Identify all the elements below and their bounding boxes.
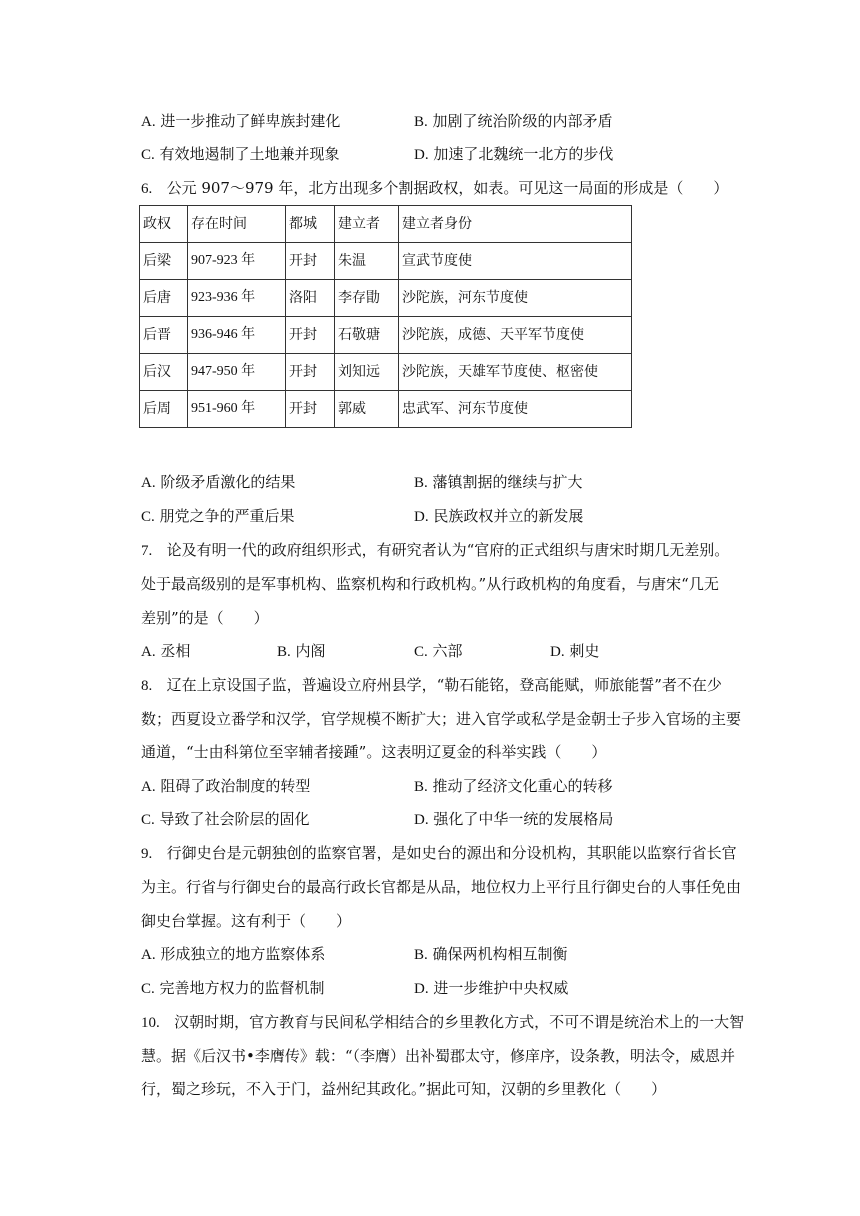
table-row	[140, 354, 632, 391]
q10-stem-line-3: 行，蜀之珍玩，不入于门，益州纪其政化。”据此可知，汉朝的乡里教化（ ）	[141, 1080, 667, 1098]
table-cell: 936-946 年	[188, 317, 286, 354]
table-cell: 后梁	[140, 243, 188, 280]
q9-option-c[interactable]: C. 完善地方权力的监督机制	[141, 979, 325, 997]
table-header-cell: 政权	[140, 206, 188, 243]
q6-option-a[interactable]: A. 阶级矛盾激化的结果	[141, 473, 296, 491]
table-cell: 郭威	[335, 391, 399, 428]
table-header-row	[140, 206, 632, 243]
table-cell: 李存勖	[335, 280, 399, 317]
table-header-cell: 存在时间	[188, 206, 286, 243]
q6-options-row1	[141, 472, 841, 492]
table-cell: 洛阳	[286, 280, 335, 317]
q5-option-d[interactable]: D. 加速了北魏统一北方的步伐	[414, 145, 614, 163]
table-cell: 石敬瑭	[335, 317, 399, 354]
q9-option-d[interactable]: D. 进一步维护中央权威	[414, 979, 569, 997]
q7-stem-line-2: 处于最高级别的是军事机构、监察机构和行政机构。”从行政机构的角度看，与唐宋“几无	[141, 575, 719, 593]
table-cell: 开封	[286, 317, 335, 354]
q8-options-row2	[141, 809, 841, 829]
q5-options-row1	[141, 111, 841, 131]
table-row	[140, 317, 632, 354]
q9-option-b[interactable]: B. 确保两机构相互制衡	[414, 945, 568, 963]
table-cell: 后唐	[140, 280, 188, 317]
q10-stem-line-2: 慧。据《后汉书•李膺传》载：“（李膺）出补蜀郡太守，修庠序，设条教，明法令，威恩并	[141, 1047, 736, 1065]
q8-stem-line-1: 8. 辽在上京设国子监，普遍设立府州县学，“勒石能铭，登高能赋，师旅能誓”者不在少	[141, 676, 722, 694]
regimes-table	[139, 205, 632, 428]
q9-option-a[interactable]: A. 形成独立的地方监察体系	[141, 945, 326, 963]
q10-stem-line-1: 10. 汉朝时期，官方教育与民间私学相结合的乡里教化方式，不可不谓是统治术上的一大智	[141, 1013, 745, 1031]
table-header-cell: 建立者	[335, 206, 399, 243]
q9-stem-line-1: 9. 行御史台是元朝独创的监察官署，是如史台的源出和分设机构，其职能以监察行省长官	[141, 844, 737, 862]
table-cell: 沙陀族，天雄军节度使、枢密使	[399, 354, 632, 391]
q8-options-row1	[141, 776, 841, 796]
table-cell: 开封	[286, 391, 335, 428]
q8-stem-line-3: 通道，“士由科第位至宰辅者接踵”。这表明辽夏金的科举实践（ ）	[141, 743, 607, 761]
table-header-cell: 都城	[286, 206, 335, 243]
q5-option-c[interactable]: C. 有效地遏制了土地兼并现象	[141, 145, 340, 163]
q8-option-a[interactable]: A. 阻碍了政治制度的转型	[141, 777, 311, 795]
q6-option-c[interactable]: C. 朋党之争的严重后果	[141, 507, 295, 525]
table-cell: 951-960 年	[188, 391, 286, 428]
q5-option-a[interactable]: A. 进一步推动了鲜卑族封建化	[141, 112, 341, 130]
table-cell: 沙陀族，河东节度使	[399, 280, 632, 317]
table-cell: 沙陀族，成德、天平军节度使	[399, 317, 632, 354]
table-cell: 开封	[286, 354, 335, 391]
table-row	[140, 280, 632, 317]
table-cell: 开封	[286, 243, 335, 280]
table-row	[140, 243, 632, 280]
table-cell: 宣武节度使	[399, 243, 632, 280]
table-cell: 朱温	[335, 243, 399, 280]
q9-stem-line-2: 为主。行省与行御史台的最高行政长官都是从品，地位权力上平行且行御史台的人事任免由	[141, 878, 742, 896]
q7-stem-line-1: 7. 论及有明一代的政府组织形式，有研究者认为“官府的正式组织与唐宋时期几无差别。	[141, 541, 730, 559]
table-cell: 刘知远	[335, 354, 399, 391]
q8-option-c[interactable]: C. 导致了社会阶层的固化	[141, 810, 310, 828]
q7-option-a[interactable]: A. 丞相	[141, 642, 191, 660]
table-cell: 后周	[140, 391, 188, 428]
table-cell: 后汉	[140, 354, 188, 391]
q7-options-row	[141, 641, 841, 661]
q5-option-b[interactable]: B. 加剧了统治阶级的内部矛盾	[414, 112, 613, 130]
q8-option-b[interactable]: B. 推动了经济文化重心的转移	[414, 777, 613, 795]
table-header-cell: 建立者身份	[399, 206, 632, 243]
q6-option-d[interactable]: D. 民族政权并立的新发展	[414, 507, 584, 525]
table-row	[140, 391, 632, 428]
table-cell: 947-950 年	[188, 354, 286, 391]
q7-option-c[interactable]: C. 六部	[414, 642, 463, 660]
q9-options-row2	[141, 978, 841, 998]
q5-options-row2	[141, 144, 841, 164]
q7-option-d[interactable]: D. 刺史	[550, 642, 600, 660]
q6-option-b[interactable]: B. 藩镇割据的继续与扩大	[414, 473, 583, 491]
q7-stem-line-3: 差别”的是（ ）	[141, 609, 269, 627]
q7-option-b[interactable]: B. 内阁	[277, 642, 326, 660]
q8-stem-line-2: 数；西夏设立番学和汉学，官学规模不断扩大；进入官学或私学是金朝士子步入官场的主要	[141, 710, 742, 728]
q6-stem: 6. 公元 907～979 年，北方出现多个割据政权，如表。可见这一局面的形成是（ ）	[141, 179, 729, 197]
q9-options-row1	[141, 944, 841, 964]
q9-stem-line-3: 御史台掌握。这有利于（ ）	[141, 912, 352, 930]
q8-option-d[interactable]: D. 强化了中华一统的发展格局	[414, 810, 614, 828]
table-cell: 忠武军、河东节度使	[399, 391, 632, 428]
table-cell: 907-923 年	[188, 243, 286, 280]
q6-options-row2	[141, 506, 841, 526]
table-cell: 后晋	[140, 317, 188, 354]
table-cell: 923-936 年	[188, 280, 286, 317]
